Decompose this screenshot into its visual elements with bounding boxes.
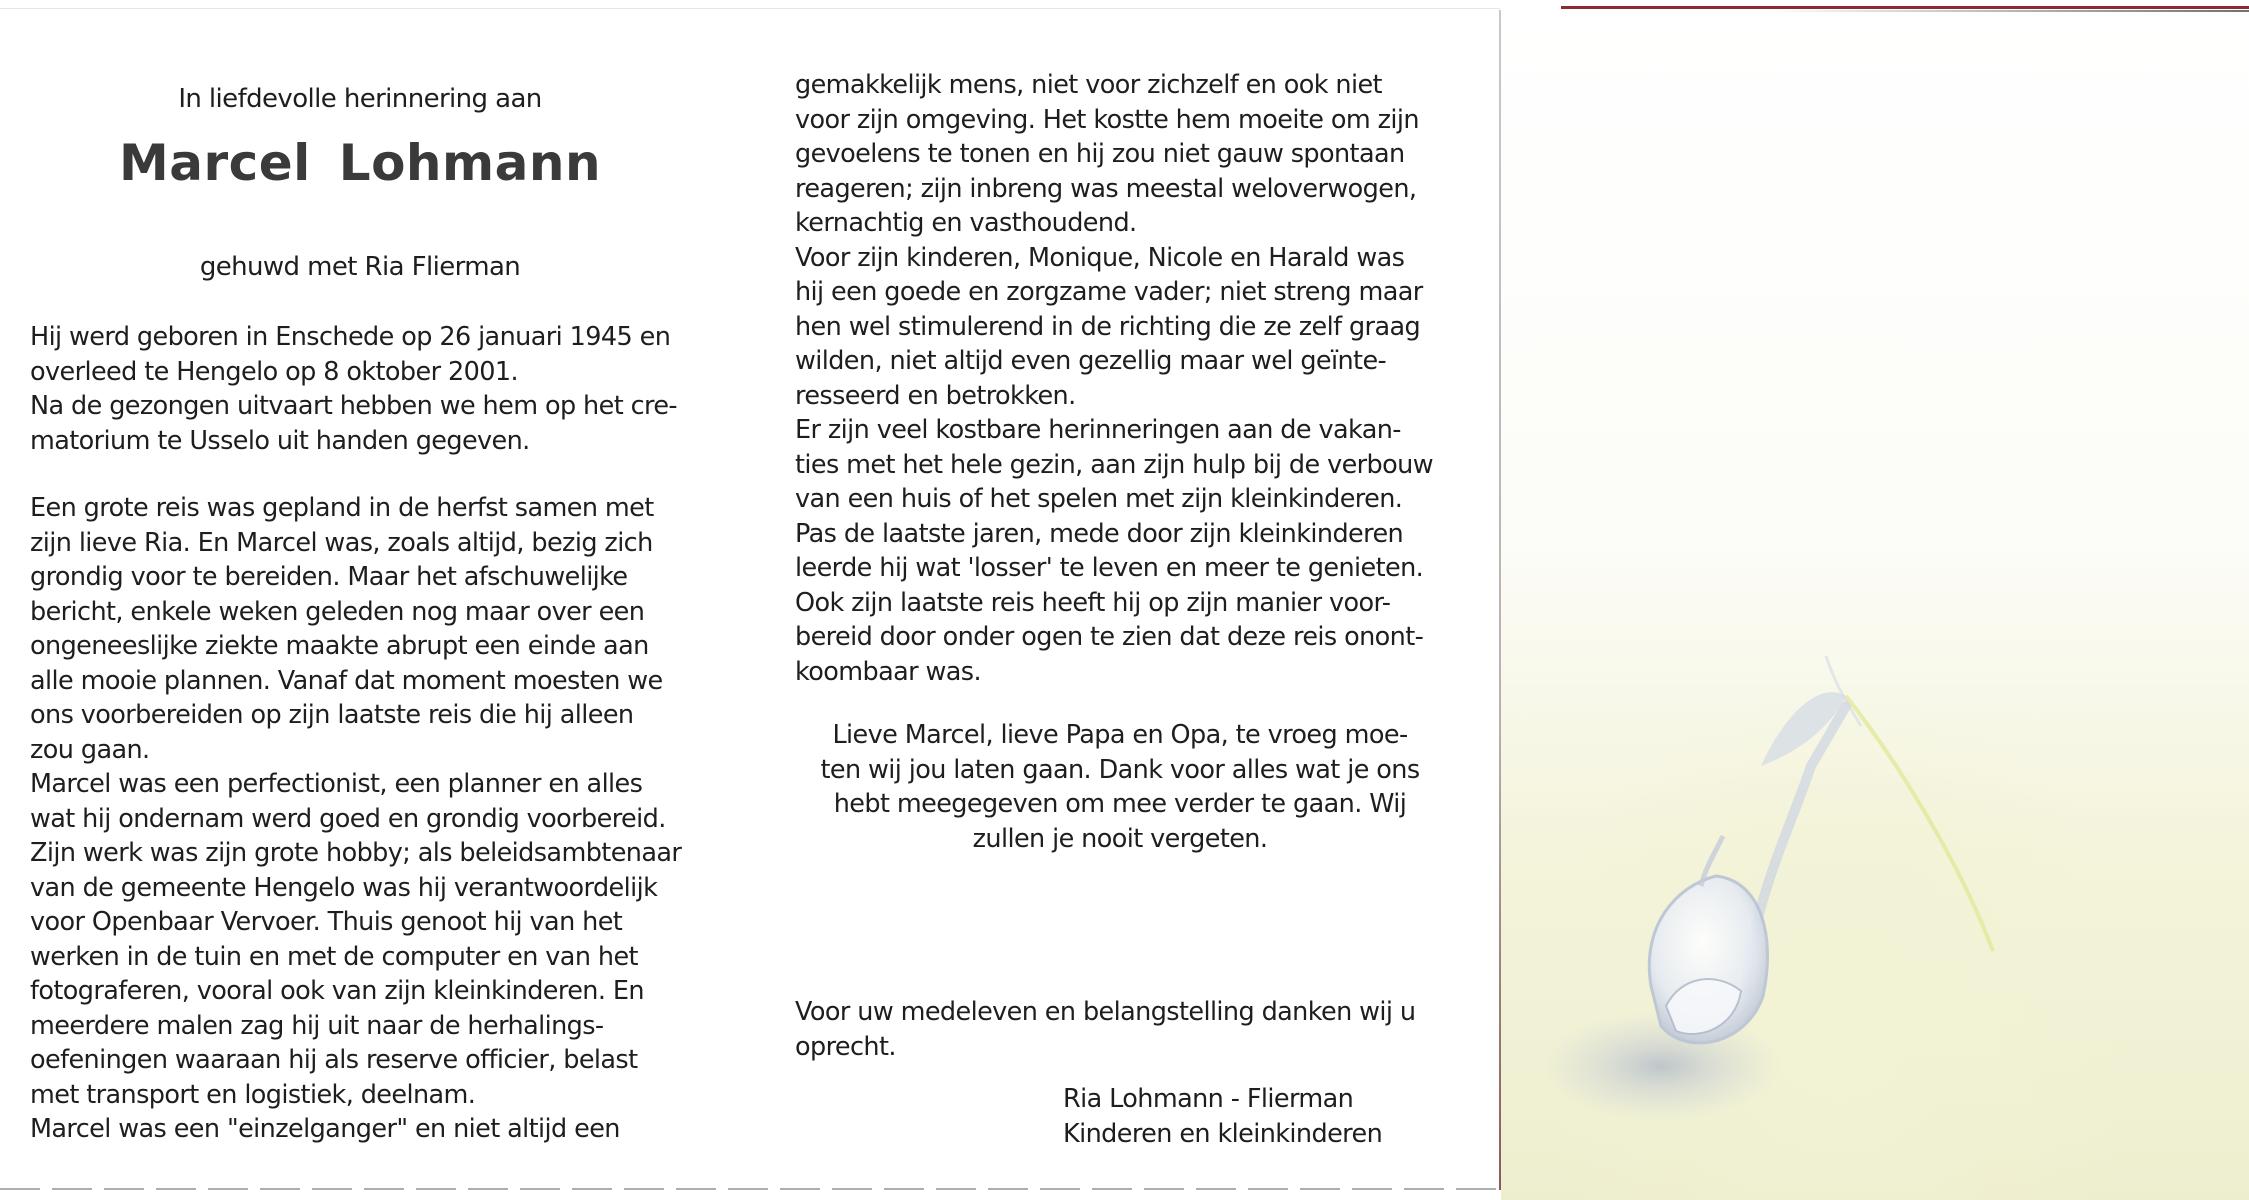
- card-bottom-edge: [0, 1188, 1500, 1190]
- text-line: fotograferen, vooral ook van zijn kleinkinderen. En: [30, 976, 644, 1006]
- text-line: Voor zijn kinderen, Monique, Nicole en Harald was: [795, 242, 1405, 273]
- text-line: ongeneeslijke ziekte maakte abrupt een einde aan: [30, 631, 649, 661]
- text-line: Een grote reis was gepland in de herfst samen met: [30, 493, 654, 523]
- text-line: voor Openbaar Vervoer. Thuis genoot hij van het: [30, 907, 623, 937]
- text-line: meerdere malen zag hij uit naar de herhalings-: [30, 1010, 604, 1041]
- text-line: voor zijn omgeving. Het kostte hem moeite om zijn: [795, 104, 1419, 135]
- text-line: resseerd en betrokken.: [795, 380, 1076, 411]
- text-line: zijn lieve Ria. En Marcel was, zoals altijd, bezig zich: [30, 527, 653, 558]
- text-line: grondig voor te bereiden. Maar het afschuwelijke: [30, 562, 628, 592]
- text-line: Hij werd geboren in Enschede op 26 januari 1945 en: [30, 322, 671, 352]
- text-line: alle mooie plannen. Vanaf dat moment moesten we: [30, 665, 663, 696]
- text-line: hebt meegegeven om mee verder te gaan. Wij: [833, 789, 1407, 819]
- text-line: Er zijn veel kostbare herinneringen aan de vakan-: [795, 415, 1401, 445]
- text-line: bereid door onder ogen te zien dat deze reis onont-: [795, 622, 1424, 652]
- text-line: oefeningen waaraan hij als reserve officier, belast: [30, 1045, 638, 1075]
- text-line: wilden, niet altijd even gezellig maar wel geïnte-: [795, 346, 1387, 376]
- text-line: Voor uw medeleven en belangstelling danken wij u: [795, 997, 1416, 1027]
- memorial-card-illustration-side: [1501, 6, 2249, 1200]
- grass-blade: [1846, 696, 1993, 951]
- white-rose-icon: [1501, 6, 2249, 1200]
- text-line: hen wel stimulerend in de richting die ze zelf graag: [795, 311, 1421, 342]
- text-line: Marcel was een perfectionist, een planner en alles: [30, 769, 643, 799]
- text-line: wat hij ondernam werd goed en grondig voorbereid.: [30, 803, 666, 834]
- text-line: gevoelens te tonen en hij zou niet gauw spontaan: [795, 139, 1405, 169]
- family-signature: [1063, 1082, 1382, 1151]
- signature-line: Ria Lohmann - Flierman: [1063, 1084, 1354, 1114]
- text-line: koombaar was.: [795, 656, 982, 687]
- text-line: zullen je nooit vergeten.: [972, 823, 1268, 854]
- text-line: overleed te Hengelo op 8 oktober 2001.: [30, 356, 518, 387]
- lead-line: In liefdevolle herinnering aan: [178, 84, 542, 114]
- biography-paragraph-2: [30, 491, 690, 1147]
- thank-you-note: [795, 995, 1445, 1064]
- farewell-message: [795, 718, 1445, 856]
- text-line: van de gemeente Hengelo was hij verantwoordelijk: [30, 872, 658, 903]
- text-line: Pas de laatste jaren, mede door zijn kleinkinderen: [795, 518, 1404, 549]
- signature-line: Kinderen en kleinkinderen: [1063, 1118, 1383, 1149]
- biography-continued: [795, 68, 1445, 689]
- text-line: leerde hij wat 'losser' te leven en meer te genieten.: [795, 553, 1424, 583]
- text-line: Ook zijn laatste reis heeft hij op zijn manier voor-: [795, 587, 1391, 618]
- text-line: ons voorbereiden op zijn laatste reis die hij alleen: [30, 700, 634, 730]
- text-line: ties met het hele gezin, aan zijn hulp bij de verbouw: [795, 449, 1433, 480]
- text-line: kernachtig en vasthoudend.: [795, 208, 1137, 238]
- spouse-line: gehuwd met Ria Flierman: [199, 252, 521, 282]
- text-line: hij een goede en zorgzame vader; niet streng maar: [795, 277, 1423, 307]
- text-line: ten wij jou laten gaan. Dank voor alles wat je ons: [820, 754, 1420, 785]
- text-line: matorium te Usselo uit handen gegeven.: [30, 425, 530, 456]
- text-line: Na de gezongen uitvaart hebben we hem op het cre-: [30, 391, 678, 421]
- card-top-edge: [0, 8, 1500, 9]
- text-line: reageren; zijn inbreng was meestal weloverwogen,: [795, 173, 1417, 204]
- text-line: met transport en logistiek, deelnam.: [30, 1079, 476, 1110]
- deceased-name: Marcel Lohmann: [118, 134, 602, 192]
- biography-paragraph-1: [30, 320, 690, 458]
- text-line: Zijn werk was zijn grote hobby; als beleidsambtenaar: [30, 838, 682, 868]
- text-line: zou gaan.: [30, 734, 150, 765]
- text-line: werken in de tuin en met de computer en van het: [30, 941, 638, 972]
- text-line: bericht, enkele weken geleden nog maar over een: [30, 596, 645, 627]
- text-line: Marcel was een "einzelganger" en niet altijd een: [30, 1114, 620, 1144]
- text-line: oprecht.: [795, 1031, 896, 1062]
- text-line: Lieve Marcel, lieve Papa en Opa, te vroeg moe-: [832, 720, 1408, 750]
- text-line: gemakkelijk mens, niet voor zichzelf en ook niet: [795, 70, 1382, 100]
- text-line: van een huis of het spelen met zijn kleinkinderen.: [795, 484, 1403, 514]
